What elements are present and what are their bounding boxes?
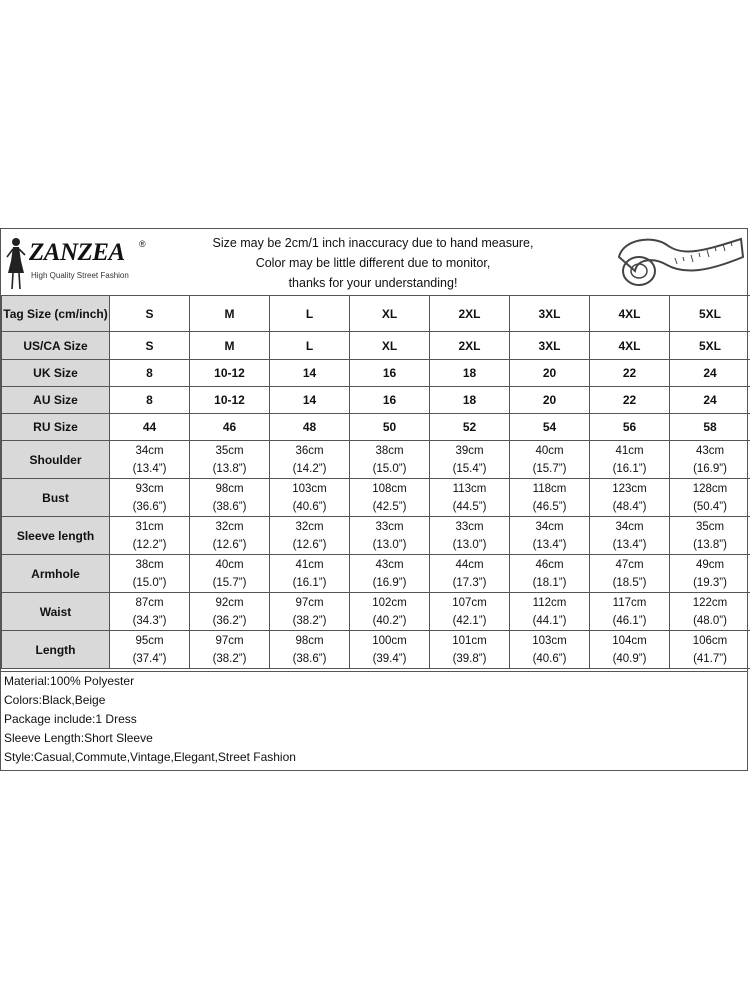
measurement-row: [2, 555, 750, 593]
size-cell: L: [270, 332, 350, 360]
measurement-cell: [510, 555, 590, 593]
measurement-cell: [590, 479, 670, 517]
measurement-row: [2, 631, 750, 669]
size-cell: 16: [350, 360, 430, 387]
cm-value: 103cm: [532, 634, 567, 647]
row-label: US/CA Size: [2, 332, 110, 360]
notice-line: Size may be 2cm/1 inch inaccuracy due to hand measure,: [212, 236, 534, 250]
size-cell: 22: [590, 387, 670, 414]
cm-value: 46cm: [535, 558, 564, 571]
size-table: [1, 295, 750, 669]
size-cell: 58: [670, 414, 750, 441]
measurement-cell: [270, 479, 350, 517]
row-label: Waist: [2, 593, 110, 631]
inch-value: (18.5”): [612, 576, 647, 589]
cm-value: 31cm: [135, 520, 164, 533]
size-cell: 3XL: [510, 332, 590, 360]
measurement-cell: [110, 479, 190, 517]
size-cell: 18: [430, 360, 510, 387]
size-row: [2, 387, 750, 414]
measurement-cell: [350, 593, 430, 631]
measurement-cell: [350, 631, 430, 669]
inch-value: (42.1”): [452, 614, 487, 627]
measurement-cell: [670, 631, 750, 669]
measurement-cell: [430, 517, 510, 555]
measurement-cell: [270, 593, 350, 631]
inch-value: (39.4”): [372, 652, 407, 665]
size-cell: 2XL: [430, 296, 510, 332]
brand-slogan: High Quality Street Fashion: [31, 271, 129, 280]
product-details: [1, 671, 747, 772]
size-cell: 50: [350, 414, 430, 441]
inch-value: (40.2”): [372, 614, 407, 627]
inch-value: (48.4”): [612, 500, 647, 513]
row-label: RU Size: [2, 414, 110, 441]
cm-value: 122cm: [692, 596, 728, 609]
inch-value: (36.6”): [132, 500, 167, 513]
measurement-cell: [590, 593, 670, 631]
size-cell: 54: [510, 414, 590, 441]
measurement-cell: [670, 555, 750, 593]
inch-value: (19.3”): [693, 576, 727, 589]
inch-value: (39.8”): [452, 652, 487, 665]
inch-value: (42.5”): [372, 500, 407, 513]
size-cell: 14: [270, 387, 350, 414]
cm-value: 118cm: [532, 482, 567, 495]
inch-value: (44.5”): [452, 500, 487, 513]
measurement-cell: [110, 555, 190, 593]
inch-value: (12.6”): [292, 538, 327, 551]
detail-material: Material:100% Polyester: [4, 674, 135, 688]
measurement-cell: [110, 441, 190, 479]
cm-value: 97cm: [215, 634, 244, 647]
cm-value: 98cm: [215, 482, 244, 495]
inch-value: (16.9”): [372, 576, 407, 589]
inch-value: (38.2”): [292, 614, 327, 627]
measurement-cell: [270, 631, 350, 669]
size-cell: M: [190, 332, 270, 360]
measurement-cell: [190, 517, 270, 555]
inch-value: (13.0”): [452, 538, 487, 551]
size-cell: 16: [350, 387, 430, 414]
size-cell: 5XL: [670, 296, 750, 332]
cm-value: 40cm: [535, 444, 564, 457]
size-cell: 48: [270, 414, 350, 441]
measurement-cell: [350, 479, 430, 517]
size-cell: S: [110, 332, 190, 360]
inch-value: (12.6”): [212, 538, 247, 551]
cm-value: 87cm: [135, 596, 164, 609]
size-cell: 5XL: [670, 332, 750, 360]
inch-value: (12.2”): [132, 538, 167, 551]
size-cell: S: [110, 296, 190, 332]
cm-value: 47cm: [615, 558, 644, 571]
cm-value: 41cm: [295, 558, 324, 571]
cm-value: 35cm: [695, 520, 725, 533]
measurement-cell: [430, 441, 510, 479]
cm-value: 38cm: [375, 444, 404, 457]
measurement-cell: [670, 479, 750, 517]
registered-mark: ®: [139, 239, 146, 249]
size-cell: 8: [110, 387, 190, 414]
cm-value: 113cm: [452, 482, 487, 495]
size-cell: 8: [110, 360, 190, 387]
inch-value: (38.2”): [212, 652, 247, 665]
cm-value: 128cm: [692, 482, 728, 495]
cm-value: 38cm: [135, 558, 164, 571]
detail-colors: Colors:Black,Beige: [4, 693, 106, 707]
measurement-cell: [510, 479, 590, 517]
row-label: Sleeve length: [2, 517, 110, 555]
measurement-cell: [590, 441, 670, 479]
inch-value: (38.6”): [212, 500, 247, 513]
inch-value: (41.7”): [693, 652, 727, 665]
row-label: Shoulder: [2, 441, 110, 479]
size-cell: 4XL: [590, 332, 670, 360]
cm-value: 92cm: [215, 596, 244, 609]
cm-value: 103cm: [292, 482, 327, 495]
cm-value: 97cm: [295, 596, 324, 609]
inch-value: (38.6”): [292, 652, 327, 665]
measurement-cell: [190, 593, 270, 631]
measurement-cell: [430, 555, 510, 593]
measurement-cell: [110, 517, 190, 555]
size-cell: 20: [510, 387, 590, 414]
measurement-row: [2, 479, 750, 517]
detail-package: Package include:1 Dress: [4, 712, 137, 726]
measurement-cell: [430, 631, 510, 669]
inch-value: (15.4”): [452, 462, 487, 475]
inch-value: (13.8”): [212, 462, 247, 475]
cm-value: 106cm: [692, 634, 728, 647]
measurement-cell: [110, 593, 190, 631]
size-cell: 10-12: [190, 360, 270, 387]
size-cell: 10-12: [190, 387, 270, 414]
notice-line: thanks for your understanding!: [288, 276, 458, 290]
cm-value: 107cm: [452, 596, 487, 609]
measurement-cell: [510, 593, 590, 631]
inch-value: (44.1”): [532, 614, 567, 627]
measurement-cell: [350, 555, 430, 593]
cm-value: 49cm: [695, 558, 725, 571]
inch-value: (13.4”): [612, 538, 647, 551]
inch-value: (15.0”): [372, 462, 407, 475]
measurement-cell: [270, 517, 350, 555]
inch-value: (14.2”): [292, 462, 327, 475]
inch-value: (15.0”): [132, 576, 167, 589]
cm-value: 32cm: [295, 520, 324, 533]
detail-style: Style:Casual,Commute,Vintage,Elegant,Street Fashion: [4, 750, 296, 764]
inch-value: (13.8”): [693, 538, 727, 551]
size-cell: 14: [270, 360, 350, 387]
cm-value: 34cm: [135, 444, 164, 457]
inch-value: (13.4”): [132, 462, 167, 475]
detail-sleeve: Sleeve Length:Short Sleeve: [4, 731, 153, 745]
cm-value: 123cm: [612, 482, 647, 495]
cm-value: 101cm: [452, 634, 487, 647]
measurement-cell: [190, 479, 270, 517]
inch-value: (46.1”): [612, 614, 647, 627]
measurement-cell: [430, 479, 510, 517]
row-label: UK Size: [2, 360, 110, 387]
row-label: AU Size: [2, 387, 110, 414]
inch-value: (48.0”): [693, 614, 727, 627]
fashion-figure-icon: [5, 235, 27, 291]
measurement-cell: [510, 631, 590, 669]
cm-value: 34cm: [615, 520, 644, 533]
measurement-row: [2, 517, 750, 555]
size-cell: 24: [670, 360, 750, 387]
size-cell: XL: [350, 296, 430, 332]
measurement-cell: [110, 631, 190, 669]
inch-value: (37.4”): [132, 652, 167, 665]
cm-value: 112cm: [532, 596, 567, 609]
size-cell: 52: [430, 414, 510, 441]
measurement-cell: [190, 631, 270, 669]
size-cell: XL: [350, 332, 430, 360]
measurement-cell: [670, 441, 750, 479]
size-row: [2, 414, 750, 441]
inch-value: (36.2”): [212, 614, 247, 627]
cm-value: 33cm: [455, 520, 484, 533]
cm-value: 34cm: [535, 520, 564, 533]
cm-value: 104cm: [612, 634, 647, 647]
size-cell: 24: [670, 387, 750, 414]
measurement-cell: [590, 631, 670, 669]
cm-value: 43cm: [375, 558, 404, 571]
size-cell: 22: [590, 360, 670, 387]
inch-value: (50.4”): [693, 500, 727, 513]
size-cell: 3XL: [510, 296, 590, 332]
cm-value: 95cm: [135, 634, 164, 647]
size-cell: 18: [430, 387, 510, 414]
inch-value: (40.9”): [612, 652, 647, 665]
measurement-cell: [190, 555, 270, 593]
inch-value: (13.4”): [532, 538, 567, 551]
size-cell: 56: [590, 414, 670, 441]
size-cell: L: [270, 296, 350, 332]
inch-value: (17.3”): [452, 576, 487, 589]
measurement-cell: [270, 441, 350, 479]
cm-value: 32cm: [215, 520, 244, 533]
size-cell: 44: [110, 414, 190, 441]
cm-value: 33cm: [375, 520, 404, 533]
cm-value: 98cm: [295, 634, 324, 647]
size-cell: 46: [190, 414, 270, 441]
inch-value: (40.6”): [292, 500, 327, 513]
brand-logo: [5, 233, 155, 291]
size-chart: [0, 228, 748, 771]
cm-value: 35cm: [215, 444, 244, 457]
size-row: [2, 360, 750, 387]
inch-value: (15.7”): [212, 576, 247, 589]
measurement-cell: [510, 517, 590, 555]
measurement-cell: [590, 555, 670, 593]
cm-value: 117cm: [612, 596, 647, 609]
size-row: [2, 296, 750, 332]
cm-value: 41cm: [615, 444, 644, 457]
cm-value: 36cm: [295, 444, 324, 457]
inch-value: (34.3”): [132, 614, 167, 627]
notice-line: Color may be little different due to monitor,: [255, 256, 491, 270]
inch-value: (40.6”): [532, 652, 567, 665]
size-cell: 4XL: [590, 296, 670, 332]
size-notice: [161, 233, 585, 293]
row-label: Bust: [2, 479, 110, 517]
cm-value: 108cm: [372, 482, 407, 495]
size-cell: M: [190, 296, 270, 332]
size-row: [2, 332, 750, 360]
inch-value: (16.1”): [292, 576, 327, 589]
inch-value: (15.7”): [532, 462, 567, 475]
measurement-cell: [350, 441, 430, 479]
cm-value: 44cm: [455, 558, 484, 571]
inch-value: (46.5”): [532, 500, 567, 513]
measurement-row: [2, 593, 750, 631]
inch-value: (16.9”): [693, 462, 727, 475]
cm-value: 40cm: [215, 558, 244, 571]
cm-value: 39cm: [455, 444, 484, 457]
row-label: Length: [2, 631, 110, 669]
measurement-cell: [190, 441, 270, 479]
cm-value: 43cm: [695, 444, 725, 457]
measurement-cell: [510, 441, 590, 479]
measuring-tape-icon: [613, 231, 747, 293]
row-label: Tag Size (cm/inch): [2, 296, 110, 332]
measurement-cell: [670, 593, 750, 631]
inch-value: (16.1”): [612, 462, 647, 475]
measurement-cell: [270, 555, 350, 593]
brand-name: ZANZEA: [29, 239, 125, 266]
measurement-cell: [350, 517, 430, 555]
measurement-cell: [590, 517, 670, 555]
row-label: Armhole: [2, 555, 110, 593]
inch-value: (13.0”): [372, 538, 407, 551]
measurement-row: [2, 441, 750, 479]
measurement-cell: [670, 517, 750, 555]
cm-value: 102cm: [372, 596, 407, 609]
chart-header: [1, 229, 747, 296]
size-cell: 2XL: [430, 332, 510, 360]
cm-value: 93cm: [135, 482, 164, 495]
measurement-cell: [430, 593, 510, 631]
inch-value: (18.1”): [532, 576, 567, 589]
cm-value: 100cm: [372, 634, 407, 647]
size-cell: 20: [510, 360, 590, 387]
